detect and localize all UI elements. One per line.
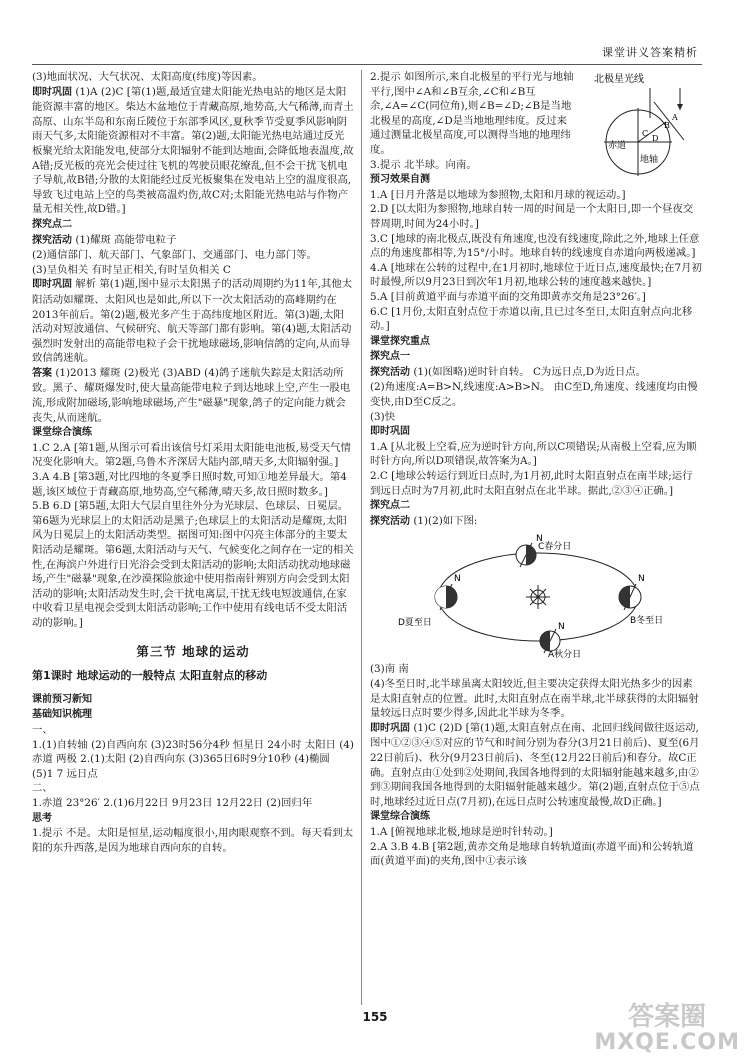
paragraph-text: (2)角速度:A=B>N,线速度:A>B>N。 由C至D,角速度、线速度均由慢变快,由D至C反之。 [370,381,698,409]
text-paragraph [32,233,354,249]
paragraph-text: 二、 [32,782,53,795]
text-paragraph [32,692,354,708]
text-paragraph [370,840,702,869]
text-paragraph [32,707,354,723]
text-paragraph [370,261,702,290]
paragraph-heading: 探究活动 [370,366,410,378]
paragraph-heading: 探究活动 [370,515,410,527]
text-paragraph [370,825,702,840]
left-column [32,70,354,855]
right-column [370,70,702,869]
svg-text:C: C [642,129,649,138]
text-paragraph [32,70,354,85]
paragraph-heading: 探究点二 [32,218,72,230]
text-paragraph [370,514,702,530]
text-paragraph [32,826,354,855]
paragraph-text: (3)地面状况、大气状况、太阳高度(纬度)等因素。 [32,71,263,83]
text-paragraph [32,738,354,782]
section-title: 第三节 地球的运动 [136,643,250,659]
text-paragraph [32,425,354,441]
text-paragraph [370,334,702,350]
paragraph-heading: 探究点一 [370,351,410,363]
paragraph-text: (3)呈负相关 有时呈正相关,有时呈负相关 C [32,263,231,276]
svg-text:A: A [672,113,678,122]
paragraph-heading: 即时巩固 [370,722,410,734]
svg-text:N: N [638,574,645,585]
text-paragraph [370,232,702,261]
paragraph-heading: 即时巩固 [32,279,72,291]
paragraph-text: 1.(1)自转轴 (2)自西向东 (3)23时56分4秒 恒星日 24小时 太阳日 (4)赤道 两极 2.(1)太阳 (2)自西向东 (3)365日6时9分10秒 (4)椭圆 (5)1 7 远日点 [32,738,354,780]
text-paragraph [370,809,702,825]
earth-orbit-diagram [398,533,678,658]
text-paragraph [370,290,702,305]
paragraph-heading: 课堂探究重点 [370,335,430,347]
paragraph-heading: 答案 [32,367,52,379]
text-paragraph [32,85,354,217]
page-number: 155 [362,1010,388,1024]
text-paragraph [370,349,702,365]
text-paragraph [32,277,354,366]
svg-text:D夏至日: D夏至日 [398,618,432,629]
text-paragraph [32,366,354,425]
text-paragraph [370,440,702,469]
lesson-title: 第1课时 地球运动的一般特点 太阳直射点的移动 [32,669,268,683]
text-paragraph [370,424,702,440]
svg-text:赤道: 赤道 [608,141,627,151]
paragraph-text: 1.A [俯视地球北极,地球是逆时针转动。] [370,825,553,838]
paragraph-text: 3.A 4.B [第3题,对比四地的冬夏季日照时数,可知①地差异最大。第4题,该区域位于青藏高原,地势高,空气稀薄,晴天多,故日照时数多。] [32,471,347,498]
paragraph-text: (1)C (2)D [第(1)题,太阳直射点在南、北回归线间做往返运动,图中①②③④⑤对应的节气和时间分别为春分(3月21日前后)、夏至(6月22日前后)、秋分(9月23日前后)、冬至(12月22日前后)和春分。故C正确。直射点由①处到②处期间,我国各地得到的太阳辐射能越来越多,由②到③期间我国各地得到的太阳辐射能越来越少。第(2)题,直射点位于⑤点时,地球经过近日点(7月初),在远日点时公转速度最慢,故D正确。] [370,721,700,808]
text-paragraph [370,202,702,231]
paragraph-text: 1.赤道 23°26′ 2.(1)6月22日 9月23日 12月22日 (2)回归年 [32,796,313,809]
text-paragraph [32,796,354,811]
paragraph-heading: 基础知识梳理 [32,709,92,721]
text-paragraph [370,469,702,498]
paragraph-text: 1.A [从北极上空看,应为逆时针方向,所以C项错误;从南极上空看,应为顺时针方向,所以D项错误,故答案为A。] [370,440,697,468]
svg-text:B: B [664,121,670,130]
paragraph-text: 3.C [地球的南北极点,既没有角速度,也没有线速度,除此之外,地球上任意点的角速度都相等,为15°/小时。地球自转的线速度自赤道向两极递减。] [370,232,700,260]
text-paragraph [32,781,354,796]
paragraph-text: 3.提示 北半球。向南。 [370,158,477,171]
paragraph-text: (3)南 南 [370,663,409,676]
paragraph-text: (2)通信部门、航天部门、气象部门、交通部门、电力部门等。 [32,249,317,262]
paragraph-text: (1)耀斑 高能带电粒子 [75,233,177,246]
watermark-logo: 答案圈 MXQE.COM [594,1002,740,1055]
paragraph-heading: 探究点二 [370,500,410,512]
text-paragraph [370,188,702,203]
paragraph-text: (4)冬至日时,北半球虽离太阳较近,但主要决定获得太阳光热多少的因素是太阳直射点的位置。此时,太阳直射点在南半球,北半球获得的太阳辐射量较远日点时要少得多,因此北半球为冬季。 [370,678,699,720]
paragraph-text: 4.A [地球在公转的过程中,在1月初时,地球位于近日点,速度最快;在7月初时最慢,所以9月23日到次年1月初,地球公转的速度越来越快。] [370,261,702,289]
paragraph-heading: 思考 [32,812,52,824]
text-paragraph [32,470,354,499]
paragraph-text: 5.B 6.D [第5题,太阳大气层自里往外分为光球层、色球层、日冕层。第6题为光球层上的太阳活动是黑子;色球层上的太阳活动是耀斑,太阳风为日冕层上的太阳活动类型。据图可知:图中闪亮主体部分的主要太阳活动是耀斑。第6题,太阳活动与天气、气候变化之间存在一定的相关性,在海滨户外进行日光浴会受到太阳活动的影响;太阳活动扰动地球磁场,产生"磁暴"现象,在沙漠探险旅途中使用指南针辨别方向会受到太阳活动的影响;太阳活动发生时,会干扰电离层,干扰无线电短波通信,在家中收看卫星电视会受到太阳活动影响;工作中使用有线电话不受太阳活动的影响。] [32,500,354,629]
paragraph-text: (1)(2)如下图: [413,514,478,527]
paragraph-heading: 即时巩固 [370,426,410,438]
text-paragraph [370,380,702,409]
text-paragraph [32,263,354,278]
text-paragraph [32,723,354,738]
text-paragraph [370,305,702,334]
header-rule [32,64,702,65]
paragraph-text: 1.提示 不是。太阳是恒星,运动幅度很小,用肉眼观察不到。每天看到太阳的东升西落,是因为地球自西向东的自转。 [32,827,354,854]
svg-text:A秋分日: A秋分日 [548,650,582,659]
svg-text:地轴: 地轴 [640,155,659,165]
text-paragraph [32,217,354,233]
svg-text:B冬至日: B冬至日 [630,616,664,627]
text-paragraph [370,677,702,721]
paragraph-text: (3)快 [370,410,396,423]
column-divider [361,70,362,1005]
svg-text:N: N [558,622,565,633]
text-paragraph [32,441,354,470]
paragraph-text: (1)2013 耀斑 (2)极光 (3)ABD (4)鸽子迷航失踪是太阳活动所致。黑子、耀斑爆发时,使大量高能带电粒子到达地球上空,产生一股电流,形成附加磁场,影响地球磁场,产生"磁暴"现象,鸽子的定向能力就会丧失,从而迷航。 [32,366,351,424]
paragraph-text: 6.C [1月份,太阳直射点位于赤道以南,且已过冬至日,太阳直射点向北移动。] [370,305,693,333]
svg-text:N: N [454,574,461,585]
paragraph-heading: 课堂综合演练 [32,427,92,439]
svg-text:N: N [536,534,543,545]
text-paragraph [32,248,354,263]
text-paragraph [32,811,354,827]
text-paragraph [370,498,702,514]
paragraph-text: 2.提示 如图所示,来自北极星的平行光与地轴平行,图中∠A和∠B互余,∠C和∠B互余,∠A=∠C(同位角),则∠B=∠D;∠B是当地北极星的高度,∠D是当地地理纬度。反过来通过测量北极星高度,可以测得当地的地理纬度。 [370,71,574,156]
paragraph-heading: 预习效果自测 [370,174,430,186]
paragraph-text: 1.C 2.A [第1题,从图示可看出该信号灯采用太阳能电池板,易受天气情况变化影响大。第2题,乌鲁木齐深居大陆内部,晴天多,太阳辐射强。] [32,441,351,469]
paragraph-heading: 课前预习新知 [32,693,92,705]
text-paragraph [370,410,702,425]
polaris-latitude-diagram [580,70,702,180]
paragraph-text: 一、 [32,723,53,736]
text-paragraph [32,499,354,630]
text-paragraph [370,662,702,677]
paragraph-heading: 即时巩固 [32,86,72,98]
paragraph-heading: 课堂综合演练 [370,811,430,823]
paragraph-text: 1.A [日月升落是以地球为参照物,太阳和月球的视运动。] [370,188,626,201]
svg-text:D: D [652,134,659,143]
page-header-title: 课堂讲义答案精析 [602,46,698,59]
paragraph-text: 2.C [地球公转运行到近日点时,为1月初,此时太阳直射点在南半球;运行到远日点时为7月初,此时太阳直射点在北半球。据此,②③④正确。] [370,470,693,497]
paragraph-heading: 探究活动 [32,234,72,246]
paragraph-text: 2.D [以太阳为参照物,地球自转一周的时间是一个太阳日,即一个昼夜交替周期,时间为24小时。] [370,203,694,230]
paragraph-text: 2.A 3.B 4.B [第2题,黄赤交角是地球自转轨道面(赤道平面)和公转轨道面(黄道平面)的夹角,图中①表示该 [370,840,694,868]
paragraph-text: 5.A [目前黄道平面与赤道平面的交角即黄赤交角是23°26′。] [370,290,646,303]
text-paragraph [370,721,702,810]
paragraph-text: (1)(如图略)逆时针自转。 C为远日点,D为近日点。 [413,365,647,378]
paragraph-text: (1)A (2)C [第(1)题,最适宜建太阳能光热电站的地区是太阳能资源丰富的地区。柴达木盆地位于青藏高原,地势高,大气稀薄,而青土高原、山东半岛和东南丘陵位于东部季风区,夏秋季节受夏季风影响阴雨天气多,太阳能资源相对不丰富。第(2)题,太阳能光热电站通过反光板聚光给太阳能发电,使部分太阳辐射不能到达地面,会降低地表温度,故A错;反光板的亮光会使过往飞机的驾驶员眼花缭乱,但不会干扰飞机电子导航,故B错;分散的太阳能经过反光板聚集在发电站上空的温度很高,导致飞过电站上空的鸟类被高温灼伤,故C对;太阳能光热电站与作物产量无相关性,故D错。] [32,85,354,216]
svg-text:C春分日: C春分日 [538,542,572,553]
paragraph-text: 解析 第(1)题,图中显示太阳黑子的活动周期约为11年,其他太阳活动如耀斑、太阳风也是如此,所以下一次太阳活动的高峰期约在2013年前后。第(2)题,极光多产生于高纬度地区附近。第(3)题,太阳活动对短波通信、气候研究、航天等部门都有影响。第(4)题,太阳活动强烈时发射出的高能带电粒子会干扰地球磁场,影响信鸽的定向,从而导致信鸽迷航。 [32,278,353,365]
text-paragraph [370,365,702,381]
fig1-title: 北极星光线 [594,74,644,85]
